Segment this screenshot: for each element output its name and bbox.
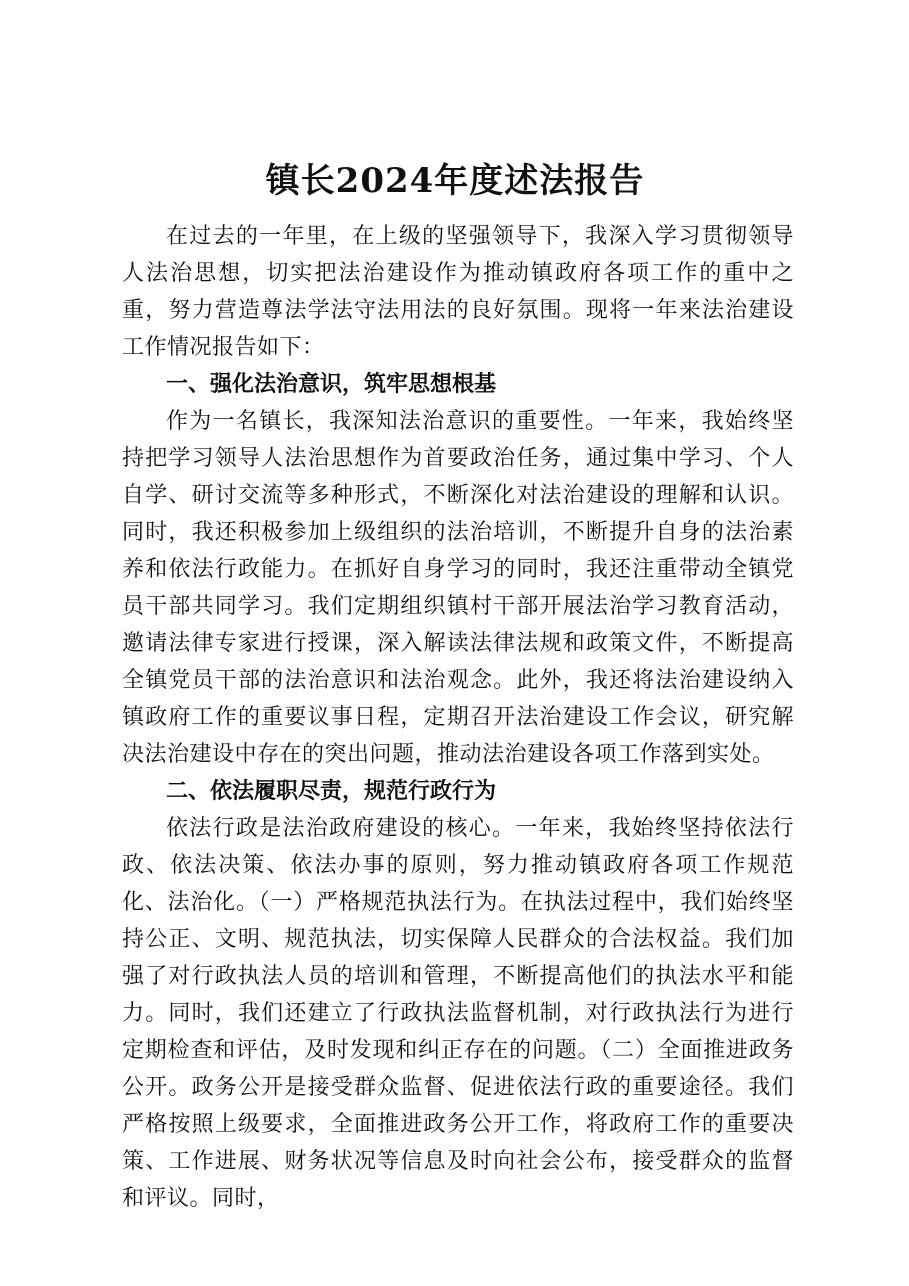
section-2-paragraph: 依法行政是法治政府建设的核心。一年来，我始终坚持依法行政、依法决策、依法办事的原则，努力推动镇政府各项工作规范化、法治化。（一）严格规范执法行为。在执法过程中，我们始终坚持公正、文明、规范执法，切实保障人民群众的合法权益。我们加强了对行政执法人员的培训和管理，不断提高他们的执法水平和能力。同时，我们还建立了行政执法监督机制，对行政执法行为进行定期检查和评估，及时发现和纠正存在的问题。（二）全面推进政务公开。政务公开是接受群众监督、促进依法行政的重要途径。我们严格按照上级要求，全面推进政务公开工作，将政府工作的重要决策、工作进展、财务状况等信息及时向社会公布，接受群众的监督和评议。同时，: [122, 816, 794, 1211]
section-1-paragraph: 作为一名镇长，我深知法治意识的重要性。一年来，我始终坚持把学习领导人法治思想作为首要政治任务，通过集中学习、个人自学、研讨交流等多种形式，不断深化对法治建设的理解和认识。同时，我还积极参加上级组织的法治培训，不断提升自身的法治素养和依法行政能力。在抓好自身学习的同时，我还注重带动全镇党员干部共同学习。我们定期组织镇村干部开展法治学习教育活动，邀请法律专家进行授课，深入解读法律法规和政策文件，不断提高全镇党员干部的法治意识和法治观念。此外，我还将法治建设纳入镇政府工作的重要议事日程，定期召开法治建设工作会议，研究解决法治建设中存在的突出问题，推动法治建设各项工作落到实处。: [122, 409, 794, 767]
document-title: 镇长2024年度述法报告: [265, 161, 645, 201]
document-body: [122, 218, 794, 1217]
section-2-heading: 二、依法履职尽责，规范行政行为: [166, 779, 497, 804]
section-1-heading: 一、强化法治意识，筑牢思想根基: [166, 372, 497, 397]
intro-paragraph: 在过去的一年里，在上级的坚强领导下，我深入学习贯彻领导人法治思想，切实把法治建设作为推动镇政府各项工作的重中之重，努力营造尊法学法守法用法的良好氛围。现将一年来法治建设工作情况报告如下：: [122, 224, 794, 360]
